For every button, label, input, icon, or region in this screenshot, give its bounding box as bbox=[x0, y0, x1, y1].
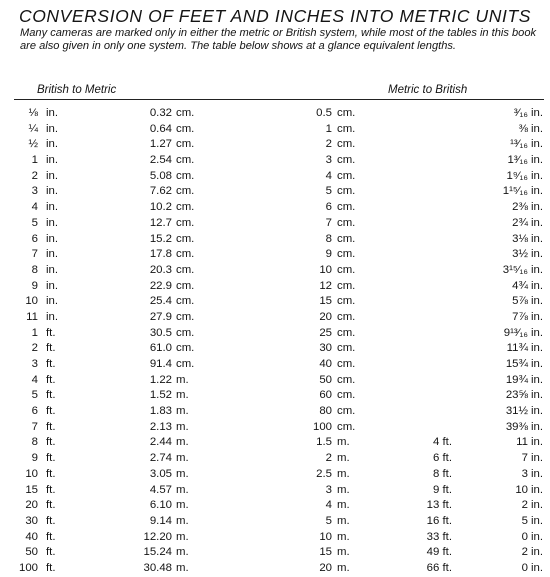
metric-source-value: 60 bbox=[319, 389, 332, 402]
metric-unit: m. bbox=[176, 483, 189, 496]
british-unit: ft. bbox=[46, 326, 56, 339]
british-quantity: 40 bbox=[25, 530, 38, 543]
metric-unit: cm. bbox=[176, 107, 195, 119]
metric-value: 25.4 bbox=[149, 295, 172, 308]
british-inches: 10 bbox=[515, 483, 528, 496]
metric-source-value: 5 bbox=[325, 514, 332, 527]
inches-unit: in. bbox=[531, 169, 544, 182]
british-feet: 49 ft. bbox=[426, 546, 452, 559]
british-unit: ft. bbox=[46, 373, 56, 386]
table-row bbox=[0, 263, 550, 279]
inches-unit: in. bbox=[531, 263, 544, 276]
metric-value: 5.08 bbox=[149, 169, 172, 182]
metric-source-unit: cm. bbox=[337, 248, 356, 261]
british-inches: 7 bbox=[521, 452, 528, 465]
metric-source-unit: m. bbox=[337, 467, 350, 480]
metric-source-unit: cm. bbox=[337, 310, 356, 323]
british-unit: ft. bbox=[46, 342, 56, 355]
inches-unit: in. bbox=[531, 216, 544, 229]
metric-value: 2.54 bbox=[149, 154, 172, 167]
british-quantity: ¼ bbox=[28, 122, 38, 135]
table-row bbox=[0, 247, 550, 263]
metric-source-value: 3 bbox=[325, 483, 332, 496]
british-quantity: 11 bbox=[26, 310, 38, 323]
conversion-table bbox=[0, 106, 550, 577]
british-quantity: 5 bbox=[31, 216, 38, 229]
table-row bbox=[0, 310, 550, 326]
british-inches: 2¾ bbox=[512, 216, 528, 229]
header-british-to-metric: British to Metric bbox=[37, 84, 117, 96]
metric-value: 22.9 bbox=[149, 279, 172, 292]
british-inches: 3½ bbox=[512, 248, 528, 261]
table-row bbox=[0, 341, 550, 357]
british-unit: ft. bbox=[46, 483, 56, 496]
metric-source-value: 2 bbox=[325, 452, 332, 465]
british-quantity: 20 bbox=[25, 499, 38, 512]
metric-value: 12.20 bbox=[143, 530, 172, 543]
british-quantity: 15 bbox=[25, 483, 38, 496]
inches-unit: in. bbox=[531, 499, 544, 512]
metric-unit: m. bbox=[176, 467, 189, 480]
british-quantity: 7 bbox=[31, 420, 38, 433]
metric-source-value: 1.5 bbox=[316, 436, 332, 449]
metric-source-unit: cm. bbox=[337, 263, 356, 276]
metric-unit: m. bbox=[176, 405, 189, 418]
metric-source-value: 80 bbox=[319, 405, 332, 418]
british-quantity: 1 bbox=[31, 326, 38, 339]
metric-unit: m. bbox=[176, 546, 189, 559]
metric-source-value: 2 bbox=[325, 138, 332, 151]
metric-unit: cm. bbox=[176, 295, 195, 308]
british-feet: 6 ft. bbox=[433, 452, 452, 465]
metric-unit: cm. bbox=[176, 279, 195, 292]
table-row bbox=[0, 137, 550, 153]
british-quantity: 7 bbox=[31, 248, 38, 261]
british-quantity: 10 bbox=[25, 295, 38, 308]
british-inches: ¹³⁄₁₆ bbox=[510, 138, 528, 151]
metric-unit: cm. bbox=[176, 263, 195, 276]
british-inches: 5 bbox=[521, 514, 528, 527]
metric-unit: m. bbox=[176, 373, 189, 386]
british-feet: 33 ft. bbox=[426, 530, 452, 543]
british-feet: 16 ft. bbox=[426, 514, 452, 527]
metric-unit: cm. bbox=[176, 138, 195, 151]
british-feet: 4 ft. bbox=[433, 436, 452, 449]
british-quantity: 9 bbox=[31, 452, 38, 465]
metric-source-unit: cm. bbox=[337, 185, 356, 198]
british-inches: 3¹⁵⁄₁₆ bbox=[502, 263, 528, 276]
table-row bbox=[0, 451, 550, 467]
british-quantity: 3 bbox=[31, 358, 38, 370]
metric-source-unit: m. bbox=[337, 452, 350, 465]
table-row bbox=[0, 357, 550, 373]
british-inches: 1³⁄₁₆ bbox=[507, 154, 528, 167]
british-inches: 1¹⁵⁄₁₆ bbox=[502, 185, 528, 198]
metric-source-unit: cm. bbox=[337, 154, 356, 167]
british-unit: ft. bbox=[46, 389, 56, 402]
british-quantity: 6 bbox=[31, 232, 38, 245]
british-quantity: 4 bbox=[31, 373, 38, 386]
table-row bbox=[0, 279, 550, 295]
table-row bbox=[0, 561, 550, 577]
british-unit: ft. bbox=[46, 530, 56, 543]
metric-source-unit: cm. bbox=[337, 389, 356, 402]
metric-unit: cm. bbox=[176, 232, 195, 245]
british-quantity: 4 bbox=[31, 201, 38, 214]
metric-value: 1.27 bbox=[149, 138, 172, 151]
british-unit: ft. bbox=[46, 546, 56, 559]
british-inches: 23⅝ bbox=[505, 389, 528, 402]
british-feet: 66 ft. bbox=[426, 561, 452, 574]
british-unit: in. bbox=[46, 232, 59, 245]
metric-value: 9.14 bbox=[149, 514, 172, 527]
table-row bbox=[0, 200, 550, 216]
british-quantity: 8 bbox=[31, 263, 38, 276]
metric-unit: cm. bbox=[176, 154, 195, 167]
metric-unit: cm. bbox=[176, 122, 195, 135]
inches-unit: in. bbox=[531, 201, 544, 214]
metric-source-value: 10 bbox=[319, 530, 332, 543]
british-feet: 8 ft. bbox=[433, 467, 452, 480]
metric-unit: m. bbox=[176, 530, 189, 543]
header-rule bbox=[14, 99, 544, 100]
inches-unit: in. bbox=[531, 514, 544, 527]
british-inches: 1⁹⁄₁₆ bbox=[506, 169, 528, 182]
metric-source-unit: cm. bbox=[337, 420, 356, 433]
metric-source-unit: cm. bbox=[337, 358, 356, 370]
metric-unit: cm. bbox=[176, 216, 195, 229]
british-quantity: 3 bbox=[31, 185, 38, 198]
british-inches: 19¾ bbox=[505, 373, 528, 386]
metric-value: 1.83 bbox=[149, 405, 172, 418]
british-unit: in. bbox=[46, 248, 59, 261]
table-row bbox=[0, 388, 550, 404]
metric-value: 7.62 bbox=[149, 185, 172, 198]
metric-source-unit: m. bbox=[337, 483, 350, 496]
table-row bbox=[0, 483, 550, 499]
metric-source-unit: m. bbox=[337, 561, 350, 574]
metric-source-unit: cm. bbox=[337, 279, 356, 292]
inches-unit: in. bbox=[531, 358, 544, 370]
metric-value: 6.10 bbox=[149, 499, 172, 512]
british-unit: ft. bbox=[46, 420, 56, 433]
british-quantity: 1 bbox=[31, 154, 38, 167]
british-quantity: 8 bbox=[31, 436, 38, 449]
metric-source-unit: cm. bbox=[337, 169, 356, 182]
inches-unit: in. bbox=[531, 530, 544, 543]
british-unit: in. bbox=[46, 122, 59, 135]
header-metric-to-british: Metric to British bbox=[388, 84, 468, 96]
metric-value: 15.2 bbox=[149, 232, 172, 245]
metric-source-unit: cm. bbox=[337, 326, 356, 339]
metric-source-value: 5 bbox=[325, 185, 332, 198]
british-quantity: 5 bbox=[31, 389, 38, 402]
metric-value: 4.57 bbox=[149, 483, 172, 496]
intro-paragraph: Many cameras are marked only in either the metric or British system, while most of the tables in this book are also given in only one system. The table below shows at a glance equivalent lengths. bbox=[20, 27, 537, 52]
metric-value: 3.05 bbox=[149, 467, 172, 480]
inches-unit: in. bbox=[531, 373, 544, 386]
metric-value: 0.32 bbox=[149, 107, 172, 119]
metric-unit: cm. bbox=[176, 342, 195, 355]
british-inches: 0 bbox=[521, 561, 528, 574]
metric-value: 20.3 bbox=[149, 263, 172, 276]
inches-unit: in. bbox=[531, 546, 544, 559]
british-quantity: 100 bbox=[18, 561, 38, 574]
inches-unit: in. bbox=[531, 561, 544, 574]
metric-unit: cm. bbox=[176, 201, 195, 214]
metric-unit: cm. bbox=[176, 358, 195, 370]
british-quantity: ⅛ bbox=[28, 107, 38, 119]
table-row bbox=[0, 326, 550, 342]
metric-unit: cm. bbox=[176, 326, 195, 339]
inches-unit: in. bbox=[531, 295, 544, 308]
metric-source-unit: m. bbox=[337, 436, 350, 449]
table-row bbox=[0, 467, 550, 483]
table-row bbox=[0, 545, 550, 561]
table-row bbox=[0, 153, 550, 169]
inches-unit: in. bbox=[531, 122, 544, 135]
british-quantity: 9 bbox=[31, 279, 38, 292]
metric-unit: cm. bbox=[176, 169, 195, 182]
british-inches: 2 bbox=[521, 499, 528, 512]
british-unit: ft. bbox=[46, 561, 56, 574]
metric-source-unit: cm. bbox=[337, 201, 356, 214]
metric-value: 1.22 bbox=[149, 373, 172, 386]
british-unit: ft. bbox=[46, 358, 56, 370]
british-inches: 3 bbox=[521, 467, 528, 480]
metric-source-value: 15 bbox=[319, 295, 332, 308]
metric-value: 27.9 bbox=[149, 310, 172, 323]
british-feet: 9 ft. bbox=[433, 483, 452, 496]
british-unit: in. bbox=[46, 201, 59, 214]
table-row bbox=[0, 530, 550, 546]
metric-source-unit: m. bbox=[337, 499, 350, 512]
table-row bbox=[0, 514, 550, 530]
inches-unit: in. bbox=[531, 232, 544, 245]
british-quantity: ½ bbox=[28, 138, 38, 151]
metric-unit: cm. bbox=[176, 248, 195, 261]
metric-source-unit: cm. bbox=[337, 122, 356, 135]
table-row bbox=[0, 294, 550, 310]
metric-unit: m. bbox=[176, 389, 189, 402]
inches-unit: in. bbox=[531, 248, 544, 261]
british-unit: in. bbox=[46, 216, 59, 229]
metric-source-value: 20 bbox=[319, 561, 332, 574]
metric-source-value: 20 bbox=[319, 310, 332, 323]
metric-source-value: 3 bbox=[325, 154, 332, 167]
british-quantity: 2 bbox=[31, 169, 38, 182]
british-unit: in. bbox=[46, 279, 59, 292]
inches-unit: in. bbox=[531, 405, 544, 418]
metric-value: 15.24 bbox=[143, 546, 172, 559]
british-inches: 15¾ bbox=[505, 358, 528, 370]
inches-unit: in. bbox=[531, 310, 544, 323]
british-quantity: 50 bbox=[25, 546, 38, 559]
metric-source-value: 2.5 bbox=[316, 467, 332, 480]
table-row bbox=[0, 122, 550, 138]
british-unit: in. bbox=[46, 169, 59, 182]
british-unit: ft. bbox=[46, 452, 56, 465]
metric-source-value: 6 bbox=[325, 201, 332, 214]
british-unit: in. bbox=[46, 154, 59, 167]
metric-source-unit: cm. bbox=[337, 405, 356, 418]
table-row bbox=[0, 373, 550, 389]
metric-value: 10.2 bbox=[149, 201, 172, 214]
metric-source-value: 8 bbox=[325, 232, 332, 245]
british-quantity: 6 bbox=[31, 405, 38, 418]
british-unit: in. bbox=[46, 107, 59, 119]
metric-value: 17.8 bbox=[149, 248, 172, 261]
metric-source-unit: m. bbox=[337, 546, 350, 559]
metric-source-value: 9 bbox=[325, 248, 332, 261]
british-inches: 3⅛ bbox=[512, 232, 528, 245]
metric-source-value: 12 bbox=[319, 279, 332, 292]
metric-value: 30.5 bbox=[149, 326, 172, 339]
metric-unit: m. bbox=[176, 561, 189, 574]
table-row bbox=[0, 106, 550, 122]
british-unit: ft. bbox=[46, 514, 56, 527]
british-inches: 9¹³⁄₁₆ bbox=[503, 326, 528, 339]
metric-source-unit: m. bbox=[337, 514, 350, 527]
metric-source-value: 4 bbox=[325, 499, 332, 512]
metric-value: 0.64 bbox=[149, 122, 172, 135]
metric-source-unit: cm. bbox=[337, 295, 356, 308]
metric-value: 61.0 bbox=[149, 342, 172, 355]
table-row bbox=[0, 498, 550, 514]
metric-unit: m. bbox=[176, 499, 189, 512]
metric-value: 12.7 bbox=[149, 216, 172, 229]
british-inches: 0 bbox=[521, 530, 528, 543]
inches-unit: in. bbox=[531, 389, 544, 402]
british-unit: in. bbox=[46, 310, 59, 323]
metric-source-value: 15 bbox=[319, 546, 332, 559]
table-row bbox=[0, 404, 550, 420]
british-quantity: 30 bbox=[25, 514, 38, 527]
british-inches: 2⅜ bbox=[512, 201, 528, 214]
inches-unit: in. bbox=[531, 107, 544, 119]
inches-unit: in. bbox=[531, 420, 544, 433]
british-inches: 31½ bbox=[505, 405, 528, 418]
british-inches: 39⅜ bbox=[505, 420, 528, 433]
british-unit: ft. bbox=[46, 467, 56, 480]
metric-source-value: 10 bbox=[319, 263, 332, 276]
inches-unit: in. bbox=[531, 279, 544, 292]
metric-source-unit: cm. bbox=[337, 232, 356, 245]
metric-unit: m. bbox=[176, 452, 189, 465]
metric-source-value: 40 bbox=[319, 358, 332, 370]
metric-source-value: 30 bbox=[319, 342, 332, 355]
inches-unit: in. bbox=[531, 436, 544, 449]
british-unit: ft. bbox=[46, 405, 56, 418]
inches-unit: in. bbox=[531, 342, 544, 355]
table-row bbox=[0, 420, 550, 436]
british-quantity: 10 bbox=[25, 467, 38, 480]
metric-source-value: 100 bbox=[312, 420, 332, 433]
page-title: CONVERSION OF FEET AND INCHES INTO METRIC UNITS bbox=[18, 6, 532, 26]
metric-value: 30.48 bbox=[143, 561, 172, 574]
british-quantity: 2 bbox=[31, 342, 38, 355]
metric-source-unit: cm. bbox=[337, 342, 356, 355]
metric-value: 1.52 bbox=[149, 389, 172, 402]
table-row bbox=[0, 184, 550, 200]
british-inches: 2 bbox=[521, 546, 528, 559]
metric-unit: m. bbox=[176, 436, 189, 449]
metric-value: 2.13 bbox=[149, 420, 172, 433]
metric-source-value: 1 bbox=[325, 122, 332, 135]
inches-unit: in. bbox=[531, 138, 544, 151]
table-row bbox=[0, 435, 550, 451]
metric-source-value: 50 bbox=[319, 373, 332, 386]
british-unit: in. bbox=[46, 185, 59, 198]
british-inches: 7⅞ bbox=[512, 310, 528, 323]
british-inches: 11¾ bbox=[506, 342, 528, 355]
inches-unit: in. bbox=[531, 467, 544, 480]
metric-source-value: 4 bbox=[325, 169, 332, 182]
metric-source-unit: cm. bbox=[337, 138, 356, 151]
table-row bbox=[0, 232, 550, 248]
british-feet: 13 ft. bbox=[426, 499, 452, 512]
metric-source-unit: cm. bbox=[337, 216, 356, 229]
british-inches: 5⅞ bbox=[512, 295, 528, 308]
metric-source-unit: cm. bbox=[337, 373, 356, 386]
metric-value: 2.74 bbox=[149, 452, 172, 465]
british-unit: in. bbox=[46, 295, 59, 308]
inches-unit: in. bbox=[531, 154, 544, 167]
metric-source-value: 25 bbox=[319, 326, 332, 339]
british-inches: 11 bbox=[516, 436, 528, 449]
metric-unit: m. bbox=[176, 514, 189, 527]
british-unit: in. bbox=[46, 263, 59, 276]
inches-unit: in. bbox=[531, 483, 544, 496]
metric-unit: m. bbox=[176, 420, 189, 433]
metric-value: 91.4 bbox=[149, 358, 172, 370]
metric-source-unit: m. bbox=[337, 530, 350, 543]
british-unit: ft. bbox=[46, 499, 56, 512]
british-inches: ⅜ bbox=[518, 122, 528, 135]
british-unit: ft. bbox=[46, 436, 56, 449]
inches-unit: in. bbox=[531, 185, 544, 198]
table-row bbox=[0, 216, 550, 232]
british-inches: ³⁄₁₆ bbox=[513, 107, 528, 119]
metric-value: 2.44 bbox=[149, 436, 172, 449]
metric-source-value: 7 bbox=[325, 216, 332, 229]
metric-unit: cm. bbox=[176, 185, 195, 198]
british-unit: in. bbox=[46, 138, 59, 151]
table-row bbox=[0, 169, 550, 185]
inches-unit: in. bbox=[531, 452, 544, 465]
inches-unit: in. bbox=[531, 326, 544, 339]
british-inches: 4¾ bbox=[512, 279, 528, 292]
metric-unit: cm. bbox=[176, 310, 195, 323]
metric-source-value: 0.5 bbox=[316, 107, 332, 119]
metric-source-unit: cm. bbox=[337, 107, 356, 119]
